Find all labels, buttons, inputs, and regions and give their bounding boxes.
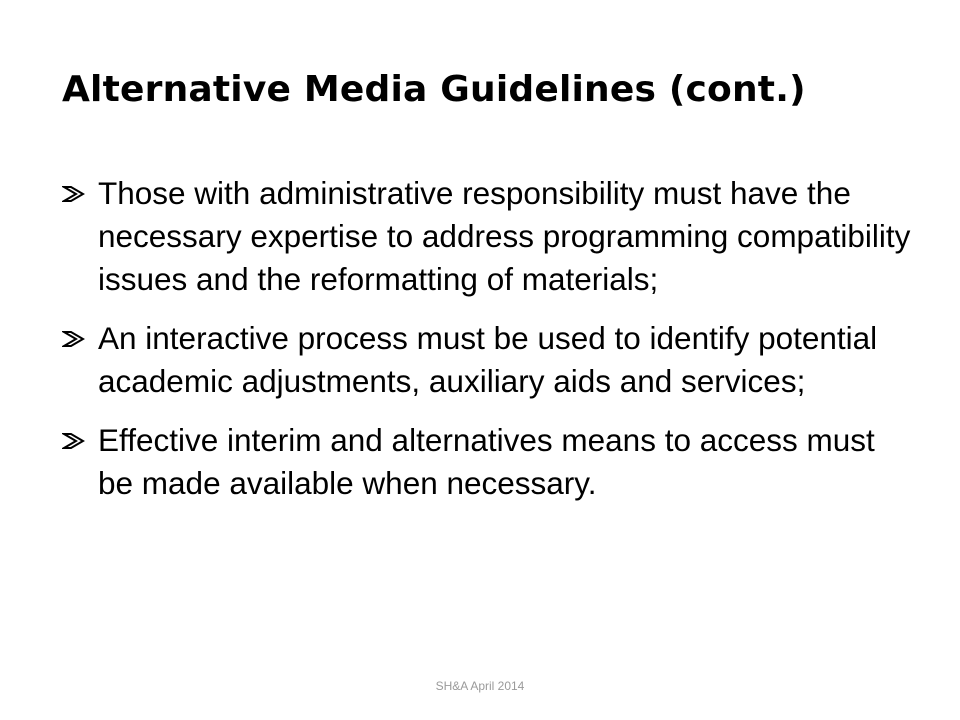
bullet-item xyxy=(62,317,912,403)
bullet-list xyxy=(62,172,912,521)
bullet-text: Those with administrative responsibility must have the necessary expertise to address programming compatibility issues and the reformatting of materials; xyxy=(98,175,911,297)
slide-title: Alternative Media Guidelines (cont.) xyxy=(62,69,806,110)
arrow-bullet-icon xyxy=(62,429,86,453)
bullet-text: Effective interim and alternatives means to access must be made available when necessary. xyxy=(98,422,875,501)
arrow-bullet-icon xyxy=(62,327,86,351)
bullet-text: An interactive process must be used to identify potential academic adjustments, auxiliary aids and services; xyxy=(98,320,878,399)
bullet-item xyxy=(62,172,912,301)
slide-footer: SH&A April 2014 xyxy=(435,679,525,693)
bullet-item xyxy=(62,419,912,505)
arrow-bullet-icon xyxy=(62,182,86,206)
